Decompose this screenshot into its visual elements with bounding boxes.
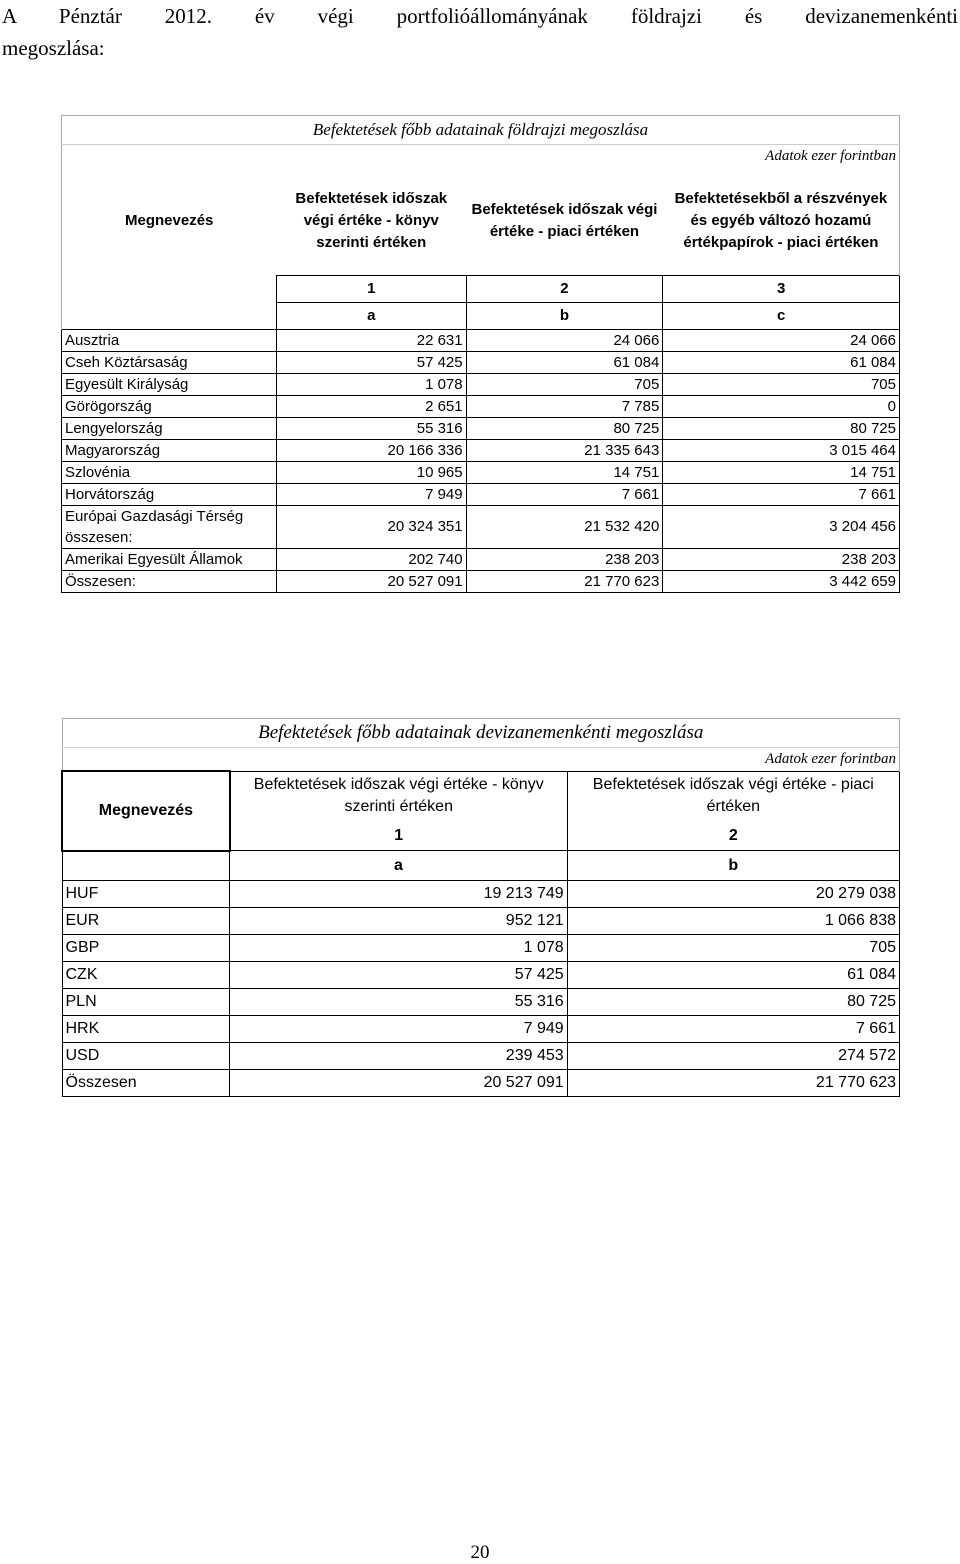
cell-value: 61 084 — [567, 962, 899, 989]
row-label: Cseh Köztársaság — [62, 351, 277, 373]
cell-value: 0 — [663, 395, 900, 417]
geo-idx-num: 2 — [466, 275, 663, 302]
cell-value: 20 527 091 — [230, 1070, 567, 1097]
table-row — [62, 989, 900, 1016]
cell-value: 274 572 — [567, 1043, 899, 1070]
row-label: CZK — [62, 962, 230, 989]
geo-idx-blank — [62, 275, 277, 329]
cell-value: 24 066 — [663, 329, 900, 351]
row-label: Görögország — [62, 395, 277, 417]
fx-idx-num: 1 — [230, 821, 567, 851]
cell-value: 55 316 — [276, 417, 466, 439]
geo-idx-letter: c — [663, 302, 900, 329]
table-row — [62, 417, 900, 439]
fx-col-name-header: Megnevezés — [62, 771, 230, 851]
fx-table-title: Befektetések főbb adatainak devizanemenkénti megoszlása — [62, 719, 900, 748]
cell-value: 239 453 — [230, 1043, 567, 1070]
fx-col2-header: Befektetések időszak végi értéke - piaci értéken — [567, 771, 899, 821]
cell-value: 3 442 659 — [663, 570, 900, 592]
cell-value: 2 651 — [276, 395, 466, 417]
intro-line-2: megoszlása: — [2, 36, 105, 60]
fx-idx-letter: b — [567, 851, 899, 881]
table-row — [62, 548, 900, 570]
cell-value: 7 785 — [466, 395, 663, 417]
cell-value: 80 725 — [663, 417, 900, 439]
geo-col1-header: Befektetések időszak végi értéke - könyv szerinti értéken — [295, 189, 448, 251]
cell-value: 80 725 — [466, 417, 663, 439]
cell-value: 20 166 336 — [276, 439, 466, 461]
row-label: Lengyelország — [62, 417, 277, 439]
cell-value: 10 965 — [276, 461, 466, 483]
row-label: Összesen — [62, 1070, 230, 1097]
geo-table-unit: Adatok ezer forintban — [62, 145, 900, 168]
cell-value: 7 661 — [466, 483, 663, 505]
geo-table — [61, 115, 900, 593]
table-row — [62, 373, 900, 395]
row-label: USD — [62, 1043, 230, 1070]
cell-value: 57 425 — [230, 962, 567, 989]
row-label: Ausztria — [62, 329, 277, 351]
cell-value: 1 078 — [230, 935, 567, 962]
cell-value: 22 631 — [276, 329, 466, 351]
cell-value: 21 770 623 — [567, 1070, 899, 1097]
cell-value: 705 — [567, 935, 899, 962]
cell-value: 21 770 623 — [466, 570, 663, 592]
fx-idx-letter: a — [230, 851, 567, 881]
table-row — [62, 570, 900, 592]
table-row — [62, 935, 900, 962]
cell-value: 24 066 — [466, 329, 663, 351]
cell-value: 80 725 — [567, 989, 899, 1016]
geo-idx-letter: a — [276, 302, 466, 329]
table-row — [62, 329, 900, 351]
cell-value: 3 015 464 — [663, 439, 900, 461]
cell-value: 14 751 — [466, 461, 663, 483]
cell-value: 705 — [466, 373, 663, 395]
table-row — [62, 962, 900, 989]
geo-table-title: Befektetések főbb adatainak földrajzi megoszlása — [62, 116, 900, 145]
table-row — [62, 908, 900, 935]
cell-value: 7 949 — [276, 483, 466, 505]
row-label: GBP — [62, 935, 230, 962]
cell-value: 7 949 — [230, 1016, 567, 1043]
geo-idx-num: 3 — [663, 275, 900, 302]
table-row — [62, 881, 900, 908]
cell-value: 7 661 — [663, 483, 900, 505]
row-label: Horvátország — [62, 483, 277, 505]
cell-value: 20 279 038 — [567, 881, 899, 908]
table-row — [62, 395, 900, 417]
cell-value: 14 751 — [663, 461, 900, 483]
cell-value: 21 335 643 — [466, 439, 663, 461]
cell-value: 19 213 749 — [230, 881, 567, 908]
cell-value: 238 203 — [663, 548, 900, 570]
cell-value: 1 078 — [276, 373, 466, 395]
fx-idx-num: 2 — [567, 821, 899, 851]
cell-value: 57 425 — [276, 351, 466, 373]
row-label: PLN — [62, 989, 230, 1016]
table-row — [62, 483, 900, 505]
row-label: Egyesült Királyság — [62, 373, 277, 395]
table-row — [62, 1016, 900, 1043]
row-label: Magyarország — [62, 439, 277, 461]
fx-col1-header: Befektetések időszak végi értéke - könyv szerinti értéken — [230, 771, 567, 821]
cell-value: 238 203 — [466, 548, 663, 570]
cell-value: 202 740 — [276, 548, 466, 570]
cell-value: 21 532 420 — [466, 505, 663, 548]
cell-value: 705 — [663, 373, 900, 395]
cell-value: 55 316 — [230, 989, 567, 1016]
geo-col-name-header: Megnevezés — [62, 167, 277, 275]
row-label: Szlovénia — [62, 461, 277, 483]
intro-line-1: A Pénztár 2012. év végi portfolióállományának földrajzi és devizanemenkénti — [2, 4, 958, 28]
cell-value: 20 527 091 — [276, 570, 466, 592]
row-label: Összesen: — [62, 570, 277, 592]
page-number: 20 — [470, 1542, 490, 1563]
table-row — [62, 1070, 900, 1097]
cell-value: 20 324 351 — [276, 505, 466, 548]
table-row — [62, 351, 900, 373]
table-row — [62, 1043, 900, 1070]
row-label: HRK — [62, 1016, 230, 1043]
cell-value: 61 084 — [663, 351, 900, 373]
fx-table — [61, 718, 900, 1097]
cell-value: 7 661 — [567, 1016, 899, 1043]
cell-value: 1 066 838 — [567, 908, 899, 935]
row-label: Európai Gazdasági Térség összesen: — [62, 505, 277, 548]
geo-col2-header: Befektetések időszak végi értéke - piaci értéken — [471, 200, 658, 240]
table-row — [62, 505, 900, 548]
table-row — [62, 439, 900, 461]
cell-value: 61 084 — [466, 351, 663, 373]
cell-value: 952 121 — [230, 908, 567, 935]
fx-idx-blank — [62, 851, 230, 881]
row-label: EUR — [62, 908, 230, 935]
geo-idx-letter: b — [466, 302, 663, 329]
geo-idx-num: 1 — [276, 275, 466, 302]
row-label: HUF — [62, 881, 230, 908]
geo-col3-header: Befektetésekből a részvények és egyéb változó hozamú értékpapírok - piaci értéken — [663, 167, 900, 275]
row-label: Amerikai Egyesült Államok — [62, 548, 277, 570]
cell-value: 3 204 456 — [663, 505, 900, 548]
fx-table-unit: Adatok ezer forintban — [62, 748, 900, 772]
table-row — [62, 461, 900, 483]
